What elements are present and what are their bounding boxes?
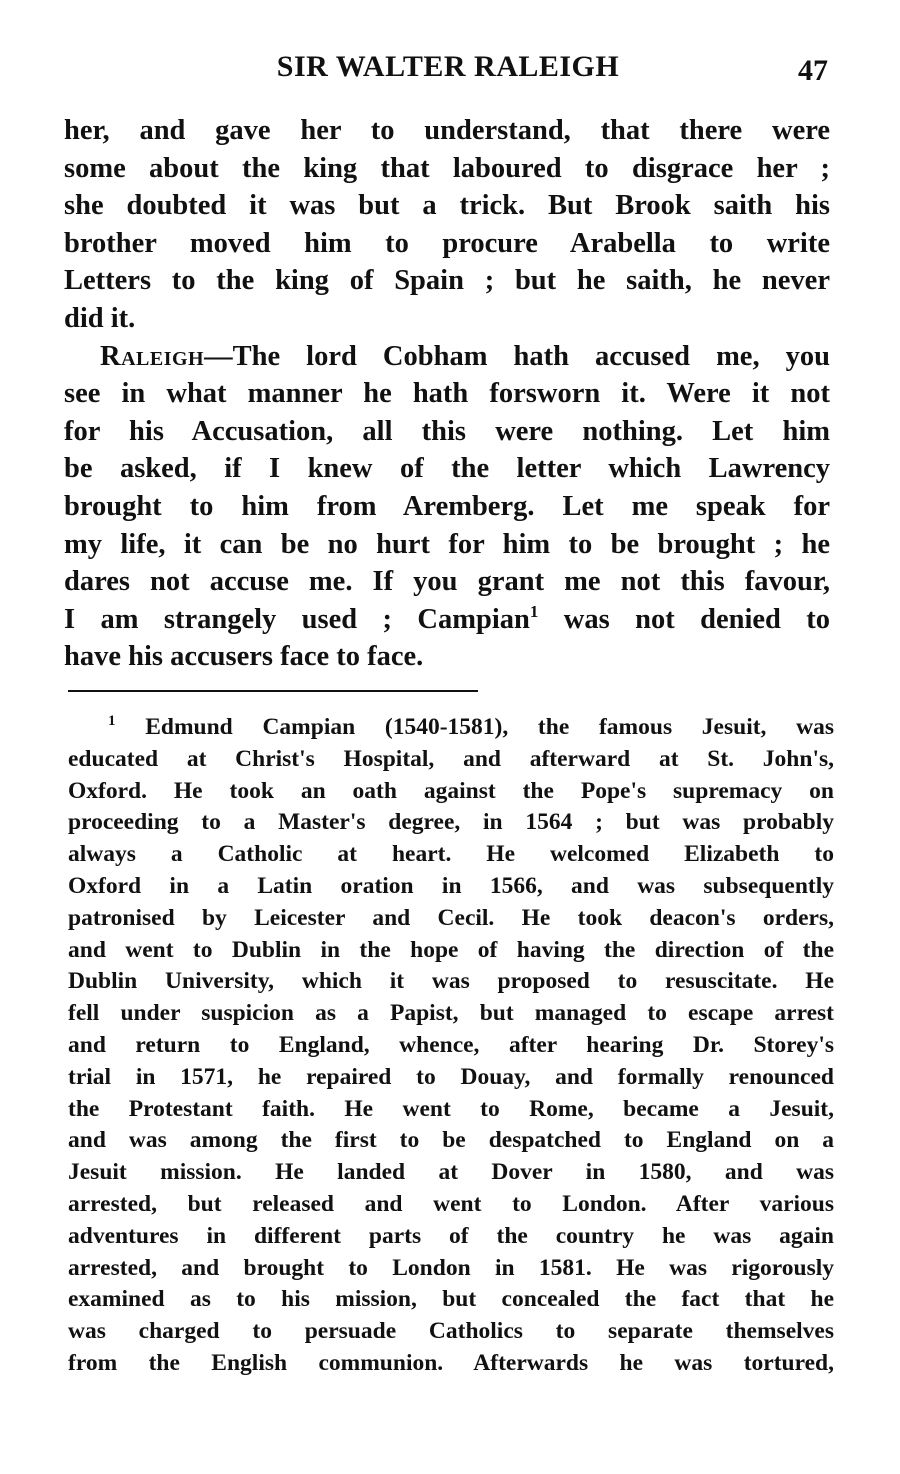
- speaker-line-text: —The lord Cobham hath accused me, you: [204, 340, 830, 372]
- footnote-line: from the English communion. Afterwards he was tortured,: [68, 1349, 834, 1376]
- main-text: [64, 112, 830, 676]
- footnote-line: arrested, and brought to London in 1581. He was rigorously: [68, 1254, 834, 1281]
- text-segment: was not denied to: [538, 603, 831, 635]
- footnote-line: was charged to persuade Catholics to separate themselves: [68, 1318, 834, 1345]
- footnote-line: and return to England, whence, after hearing Dr. Storey's: [68, 1031, 834, 1058]
- footnote-line: Oxford. He took an oath against the Pope's supremacy on: [68, 777, 834, 804]
- footnote-line: Oxford in a Latin oration in 1566, and was subsequently: [68, 872, 834, 899]
- text-line: her, and gave her to understand, that there were: [64, 115, 830, 146]
- text-segment: I am strangely used ; Campian: [64, 603, 530, 635]
- text-line: [64, 601, 830, 639]
- footnote-line: fell under suspicion as a Papist, but managed to escape arrest: [68, 1000, 834, 1027]
- footnote-reference: 1: [529, 601, 539, 621]
- page-number: 47: [798, 54, 828, 87]
- speaker-line: [64, 338, 830, 376]
- text-line: be asked, if I knew of the letter which Lawrency: [64, 453, 830, 485]
- footnote-marker: 1: [108, 713, 116, 729]
- footnote-line: and was among the first to be despatched to England on a: [68, 1127, 834, 1154]
- footnote-divider: [68, 690, 478, 692]
- footnote-line: adventures in different parts of the country he was again: [68, 1222, 834, 1249]
- running-head: [64, 50, 832, 90]
- text-line: see in what manner he hath forsworn it. Were it not: [64, 378, 830, 410]
- text-line: my life, it can be no hurt for him to be brought ; he: [64, 528, 830, 560]
- text-line: dares not accuse me. If you grant me not this favour,: [64, 566, 830, 598]
- text-line: some about the king that laboured to disgrace her ;: [64, 152, 830, 184]
- text-line: Letters to the king of Spain ; but he saith, he never: [64, 265, 830, 297]
- text-line: have his accusers face to face.: [64, 641, 424, 673]
- footnote-line: and went to Dublin in the hope of having the direction of the: [68, 936, 834, 963]
- footnote-line: the Protestant faith. He went to Rome, became a Jesuit,: [68, 1095, 834, 1122]
- text-line: brother moved him to procure Arabella to write: [64, 227, 830, 259]
- text-line: brought to him from Aremberg. Let me speak for: [64, 490, 830, 522]
- speaker-name: Raleigh: [100, 340, 205, 372]
- footnote-line: Jesuit mission. He landed at Dover in 1580, and was: [68, 1159, 834, 1186]
- footnote-line: arrested, but released and went to London. After various: [68, 1190, 834, 1217]
- footnote-line: proceeding to a Master's degree, in 1564 ; but was probably: [68, 809, 834, 836]
- footnote-line: [68, 712, 834, 744]
- footnote-line: trial in 1571, he repaired to Douay, and formally renounced: [68, 1063, 834, 1090]
- footnote-line: examined as to his mission, but concealed the fact that he: [68, 1286, 834, 1313]
- text-line: did it.: [64, 302, 136, 334]
- text-line: for his Accusation, all this were nothing. Let him: [64, 415, 830, 447]
- footnote-line: patronised by Leicester and Cecil. He took deacon's orders,: [68, 904, 834, 931]
- footnote-first-text: Edmund Campian (1540-1581), the famous Jesuit, was: [115, 714, 834, 740]
- footnote: [68, 712, 834, 1380]
- footnote-line: Dublin University, which it was proposed to resuscitate. He: [68, 968, 834, 995]
- running-title: SIR WALTER RALEIGH: [276, 50, 620, 83]
- footnote-line: educated at Christ's Hospital, and afterward at St. John's,: [68, 745, 834, 772]
- text-line: she doubted it was but a trick. But Brook saith his: [64, 190, 830, 222]
- footnote-line: always a Catholic at heart. He welcomed Elizabeth to: [68, 841, 834, 868]
